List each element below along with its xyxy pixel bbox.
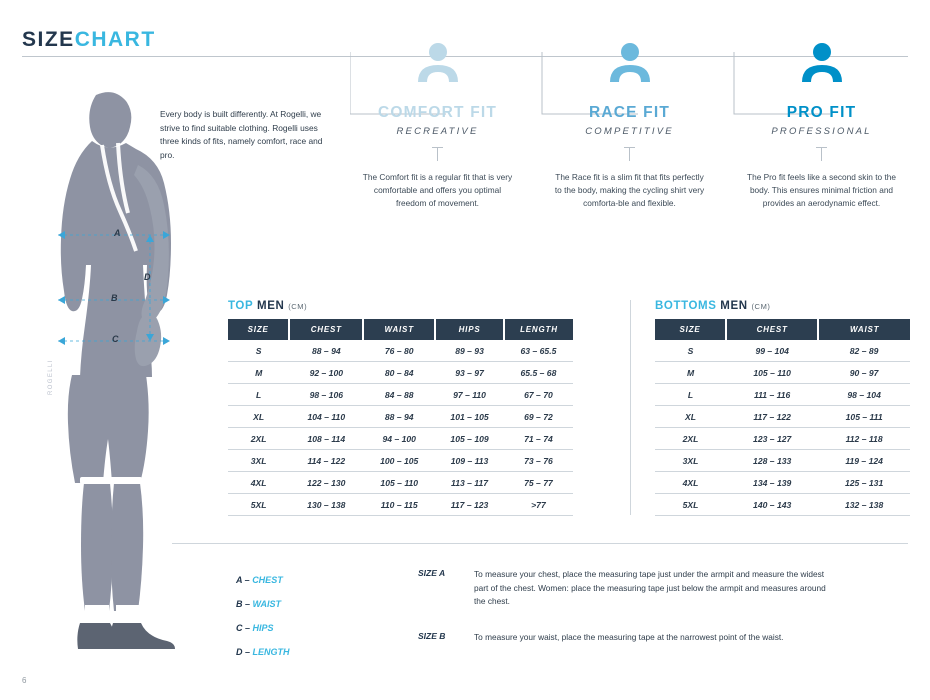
th-waist: WAIST [818, 319, 910, 340]
table-row [655, 428, 910, 450]
cell-hips: 113 – 117 [435, 472, 504, 494]
top-men-title-main: TOP [228, 300, 254, 312]
th-size: SIZE [655, 319, 726, 340]
cell-waist: 98 – 104 [818, 384, 910, 406]
fit-subtitle-comfort: RECREATIVE [396, 126, 479, 137]
table-header-row [655, 319, 910, 340]
fit-subtitle-race: COMPETITIVE [585, 126, 674, 137]
table-row [655, 406, 910, 428]
brand-text: ROGELLI [48, 359, 54, 395]
bottoms-men-title-main: BOTTOMS [655, 300, 717, 312]
cell-chest: 123 – 127 [726, 428, 818, 450]
cell-waist: 112 – 118 [818, 428, 910, 450]
fit-title-race: RACE FIT [588, 104, 671, 121]
bottoms-men-title-unit: (CM) [751, 302, 771, 311]
cell-waist: 119 – 124 [818, 450, 910, 472]
cell-chest: 98 – 106 [289, 384, 363, 406]
legend-key-d: D – [236, 647, 251, 657]
cell-size: L [655, 384, 726, 406]
legend-item-c [236, 616, 290, 640]
table-row [655, 340, 910, 362]
cell-size: 4XL [655, 472, 726, 494]
cell-waist: 132 – 138 [818, 494, 910, 516]
table-row [655, 472, 910, 494]
note-size-a [418, 568, 838, 609]
cell-chest: 92 – 100 [289, 362, 363, 384]
table-row [228, 450, 573, 472]
figure-label-a: A [114, 228, 121, 238]
cell-hips: 117 – 123 [435, 494, 504, 516]
fit-title-pro: PRO FIT [786, 104, 857, 121]
note-size-b [418, 631, 838, 645]
page-title [22, 28, 156, 52]
cell-hips: 101 – 105 [435, 406, 504, 428]
cell-chest: 111 – 116 [726, 384, 818, 406]
cell-chest: 122 – 130 [289, 472, 363, 494]
table-row [228, 406, 573, 428]
fit-description-race: The Race fit is a slim fit that fits perfectly to the body, making the cycling shirt very comforta-ble and flexible. [554, 172, 705, 208]
cell-length: >77 [504, 494, 573, 516]
note-label-a: SIZE A [418, 568, 446, 578]
bottoms-men-table [655, 319, 910, 516]
cell-chest: 108 – 114 [289, 428, 363, 450]
top-men-table-title [228, 300, 573, 312]
cell-waist: 90 – 97 [818, 362, 910, 384]
cell-chest: 128 – 133 [726, 450, 818, 472]
fit-title-comfort: COMFORT FIT [377, 104, 498, 121]
cell-chest: 114 – 122 [289, 450, 363, 472]
table-header-row [228, 319, 573, 340]
table-row [655, 450, 910, 472]
fit-column-pro [734, 36, 909, 210]
bottoms-men-table-wrap [655, 300, 910, 516]
cell-hips: 93 – 97 [435, 362, 504, 384]
legend-value-a: CHEST [252, 575, 283, 585]
comfort-fit-icon [350, 36, 525, 82]
cell-chest: 99 – 104 [726, 340, 818, 362]
cell-chest: 134 – 139 [726, 472, 818, 494]
figure-label-d: D [144, 272, 151, 282]
measurement-instructions [418, 568, 838, 660]
cell-waist: 125 – 131 [818, 472, 910, 494]
note-text-a: To measure your chest, place the measuring tape just under the armpit and measure the widest part of the chest. Women: place the measuring tape just below the armpit and measures around the chest. [474, 569, 826, 606]
legend-value-b: WAIST [252, 599, 282, 609]
cell-length: 65.5 – 68 [504, 362, 573, 384]
cell-chest: 140 – 143 [726, 494, 818, 516]
th-chest: CHEST [726, 319, 818, 340]
table-row [228, 494, 573, 516]
cell-hips: 105 – 109 [435, 428, 504, 450]
bottoms-men-title-sub: MEN [720, 300, 748, 312]
table-row [228, 472, 573, 494]
table-vertical-divider [630, 300, 631, 515]
table-row [655, 494, 910, 516]
cell-size: 3XL [655, 450, 726, 472]
fit-column-comfort [350, 36, 525, 210]
cell-waist: 80 – 84 [363, 362, 435, 384]
legend-key-c: C – [236, 623, 251, 633]
table-row [655, 384, 910, 406]
table-row [655, 362, 910, 384]
fit-tick-race [629, 147, 630, 161]
figure-label-c: C [112, 334, 119, 344]
top-men-title-unit: (CM) [288, 302, 308, 311]
cell-waist: 82 – 89 [818, 340, 910, 362]
th-hips: HIPS [435, 319, 504, 340]
top-men-table [228, 319, 573, 516]
measurement-legend [236, 568, 290, 664]
pro-fit-icon [734, 36, 909, 82]
cell-waist: 76 – 80 [363, 340, 435, 362]
fit-description-comfort: The Comfort fit is a regular fit that is very comfortable and offers you optimal freedom of movement. [362, 172, 513, 208]
cell-size: S [228, 340, 289, 362]
table-row [228, 384, 573, 406]
mannequin-illustration [18, 85, 218, 665]
th-waist: WAIST [363, 319, 435, 340]
cell-waist: 88 – 94 [363, 406, 435, 428]
page-title-size: SIZE [22, 28, 75, 51]
bottoms-men-table-title [655, 300, 910, 312]
cell-chest: 105 – 110 [726, 362, 818, 384]
table-row [228, 362, 573, 384]
cell-waist: 84 – 88 [363, 384, 435, 406]
cell-size: 2XL [228, 428, 289, 450]
cell-size: 3XL [228, 450, 289, 472]
cell-size: XL [228, 406, 289, 428]
cell-size: S [655, 340, 726, 362]
cell-chest: 117 – 122 [726, 406, 818, 428]
intro-text: Every body is built differently. At Rogelli, we strive to find suitable clothing. Rogelli uses three kinds of fits, namely comfort, race and pro. [160, 109, 323, 160]
legend-key-a: A – [236, 575, 250, 585]
cell-waist: 105 – 110 [363, 472, 435, 494]
legend-key-b: B – [236, 599, 251, 609]
cell-waist: 100 – 105 [363, 450, 435, 472]
fit-column-race [542, 36, 717, 210]
legend-value-c: HIPS [252, 623, 274, 633]
bottom-divider [172, 543, 908, 544]
cell-chest: 88 – 94 [289, 340, 363, 362]
cell-size: XL [655, 406, 726, 428]
fit-tick-pro [821, 147, 822, 161]
cell-size: M [228, 362, 289, 384]
fit-description-pro: The Pro fit feels like a second skin to the body. This ensures minimal friction and provides an aerodynamic effect. [747, 172, 896, 208]
cell-size: 5XL [655, 494, 726, 516]
th-length: LENGTH [504, 319, 573, 340]
cell-hips: 109 – 113 [435, 450, 504, 472]
cell-waist: 105 – 111 [818, 406, 910, 428]
fit-tick-comfort [437, 147, 438, 161]
cell-size: 4XL [228, 472, 289, 494]
top-men-table-wrap [228, 300, 573, 516]
cell-hips: 97 – 110 [435, 384, 504, 406]
legend-item-d [236, 640, 290, 664]
cell-waist: 94 – 100 [363, 428, 435, 450]
cell-size: L [228, 384, 289, 406]
legend-value-d: LENGTH [252, 647, 290, 657]
th-chest: CHEST [289, 319, 363, 340]
cell-length: 67 – 70 [504, 384, 573, 406]
fit-types-section [350, 36, 910, 226]
legend-item-a [236, 568, 290, 592]
th-size: SIZE [228, 319, 289, 340]
top-men-title-sub: MEN [257, 300, 285, 312]
table-row [228, 428, 573, 450]
cell-size: 5XL [228, 494, 289, 516]
cell-length: 69 – 72 [504, 406, 573, 428]
cell-size: 2XL [655, 428, 726, 450]
mannequin-svg [18, 85, 218, 665]
note-label-b: SIZE B [418, 630, 446, 641]
legend-item-b [236, 592, 290, 616]
note-text-b: To measure your waist, place the measuring tape at the narrowest point of the waist. [474, 631, 784, 642]
cell-length: 73 – 76 [504, 450, 573, 472]
page-title-chart: CHART [74, 28, 156, 51]
figure-label-b: B [111, 293, 118, 303]
cell-size: M [655, 362, 726, 384]
cell-length: 63 – 65.5 [504, 340, 573, 362]
fit-subtitle-pro: PROFESSIONAL [771, 126, 872, 137]
cell-hips: 89 – 93 [435, 340, 504, 362]
table-row [228, 340, 573, 362]
page-number: 6 [22, 676, 27, 685]
race-fit-icon [542, 36, 717, 82]
cell-waist: 110 – 115 [363, 494, 435, 516]
cell-chest: 130 – 138 [289, 494, 363, 516]
cell-chest: 104 – 110 [289, 406, 363, 428]
cell-length: 75 – 77 [504, 472, 573, 494]
cell-length: 71 – 74 [504, 428, 573, 450]
